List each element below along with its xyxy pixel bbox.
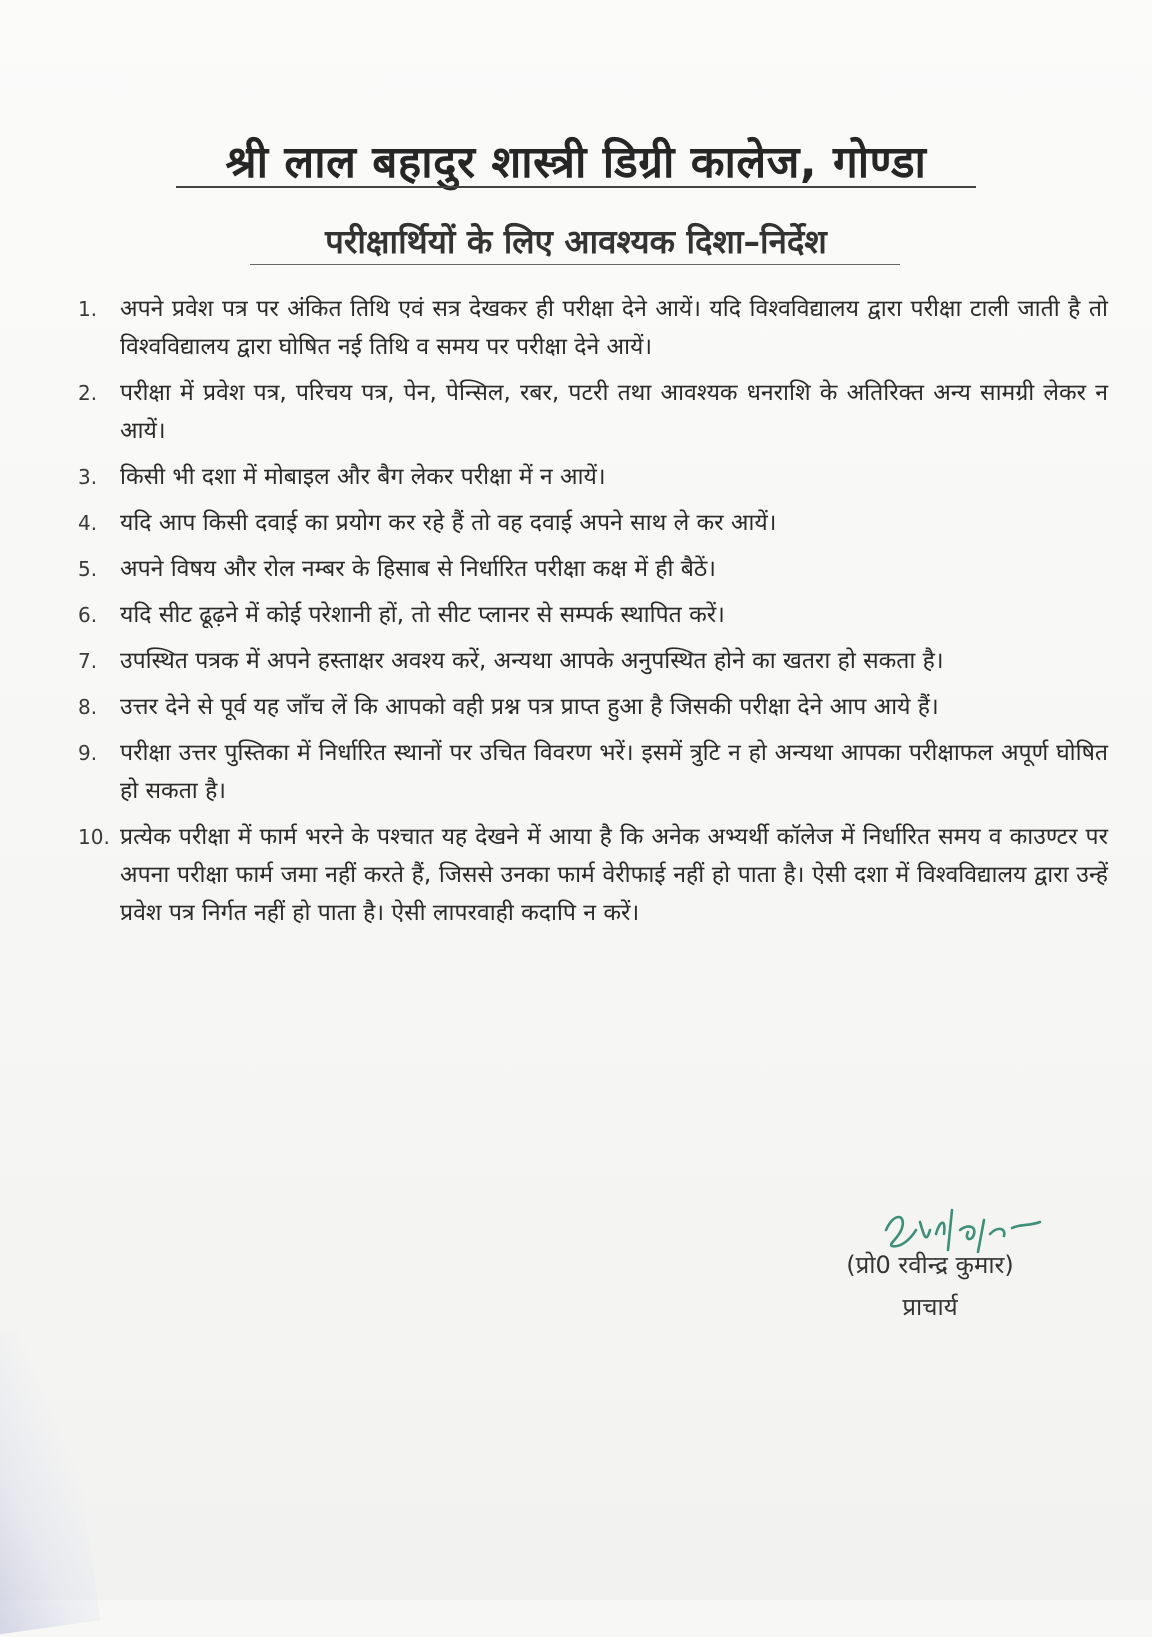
- title-underline: [176, 186, 976, 188]
- item-number: 7.: [78, 649, 98, 673]
- instruction-item: [78, 290, 1108, 366]
- college-title: श्री लाल बहादुर शास्त्री डिग्री कालेज, गोण्डा: [225, 137, 927, 188]
- photo-shadow: [0, 1323, 100, 1637]
- item-number: 2.: [78, 381, 98, 405]
- instruction-item: [78, 504, 1108, 542]
- item-text: परीक्षा उत्तर पुस्तिका में निर्धारित स्थानों पर उचित विवरण भरें। इसमें त्रुटि न हो अन्यथा आपका परीक्षाफल अपूर्ण घोषित हो सकता है।: [120, 740, 1108, 804]
- instruction-item: [78, 458, 1108, 496]
- signatory-name: (प्रो0 रवीन्द्र कुमार): [846, 1251, 1014, 1279]
- item-number: 8.: [78, 695, 98, 719]
- item-text: किसी भी दशा में मोबाइल और बैग लेकर परीक्षा में न आयें।: [120, 464, 606, 490]
- item-number: 3.: [78, 465, 98, 489]
- item-number: 4.: [78, 511, 98, 535]
- signatory-designation: प्राचार्य: [902, 1293, 958, 1321]
- item-number: 10.: [78, 825, 110, 849]
- instruction-item: [78, 734, 1108, 810]
- item-text: यदि सीट ढूढ़ने में कोई परेशानी हों, तो सीट प्लानर से सम्पर्क स्थापित करें।: [120, 602, 725, 628]
- item-number: 1.: [78, 297, 98, 321]
- instruction-item: [78, 642, 1108, 680]
- instructions-heading: परीक्षार्थियों के लिए आवश्यक दिशा–निर्देश: [325, 222, 827, 261]
- item-text: परीक्षा में प्रवेश पत्र, परिचय पत्र, पेन, पेन्सिल, रबर, पटरी तथा आवश्यक धनराशि के अतिरिक्त अन्य सामग्री लेकर न आयें।: [120, 380, 1108, 444]
- instruction-item: [78, 374, 1108, 450]
- item-number: 9.: [78, 741, 98, 765]
- instruction-item: [78, 596, 1108, 634]
- item-text: अपने प्रवेश पत्र पर अंकित तिथि एवं सत्र देखकर ही परीक्षा देने आयें। यदि विश्वविद्यालय द्वारा परीक्षा टाली जाती है तो विश्वविद्यालय द्वारा घोषित नई तिथि व समय पर परीक्षा देने आयें।: [120, 296, 1108, 360]
- item-text: उपस्थित पत्रक में अपने हस्ताक्षर अवश्य करें, अन्यथा आपके अनुपस्थित होने का खतरा हो सकता है।: [120, 648, 944, 674]
- item-number: 5.: [78, 557, 98, 581]
- instructions-list: [78, 290, 1108, 940]
- heading-underline: [250, 264, 900, 265]
- item-number: 6.: [78, 603, 98, 627]
- item-text: उत्तर देने से पूर्व यह जाँच लें कि आपको वही प्रश्न पत्र प्राप्त हुआ है जिसकी परीक्षा देने आप आये हैं।: [120, 694, 939, 720]
- instruction-item: [78, 818, 1108, 932]
- item-text: अपने विषय और रोल नम्बर के हिसाब से निर्धारित परीक्षा कक्ष में ही बैठें।: [120, 556, 716, 582]
- instruction-item: [78, 550, 1108, 588]
- item-text: यदि आप किसी दवाई का प्रयोग कर रहे हैं तो वह दवाई अपने साथ ले कर आयें।: [120, 510, 777, 536]
- item-text: प्रत्येक परीक्षा में फार्म भरने के पश्चात यह देखने में आया है कि अनेक अभ्यर्थी कॉलेज में निर्धारित समय व काउण्टर पर अपना परीक्षा फार्म जमा नहीं करते हैं, जिससे उनका फार्म वेरीफाई नहीं हो पाता है। ऐसी दशा में विश्वविद्यालय द्वारा उन्हें प्रवेश पत्र निर्गत नहीं हो पाता है। ऐसी लापरवाही कदापि न करें।: [120, 824, 1108, 926]
- instruction-item: [78, 688, 1108, 726]
